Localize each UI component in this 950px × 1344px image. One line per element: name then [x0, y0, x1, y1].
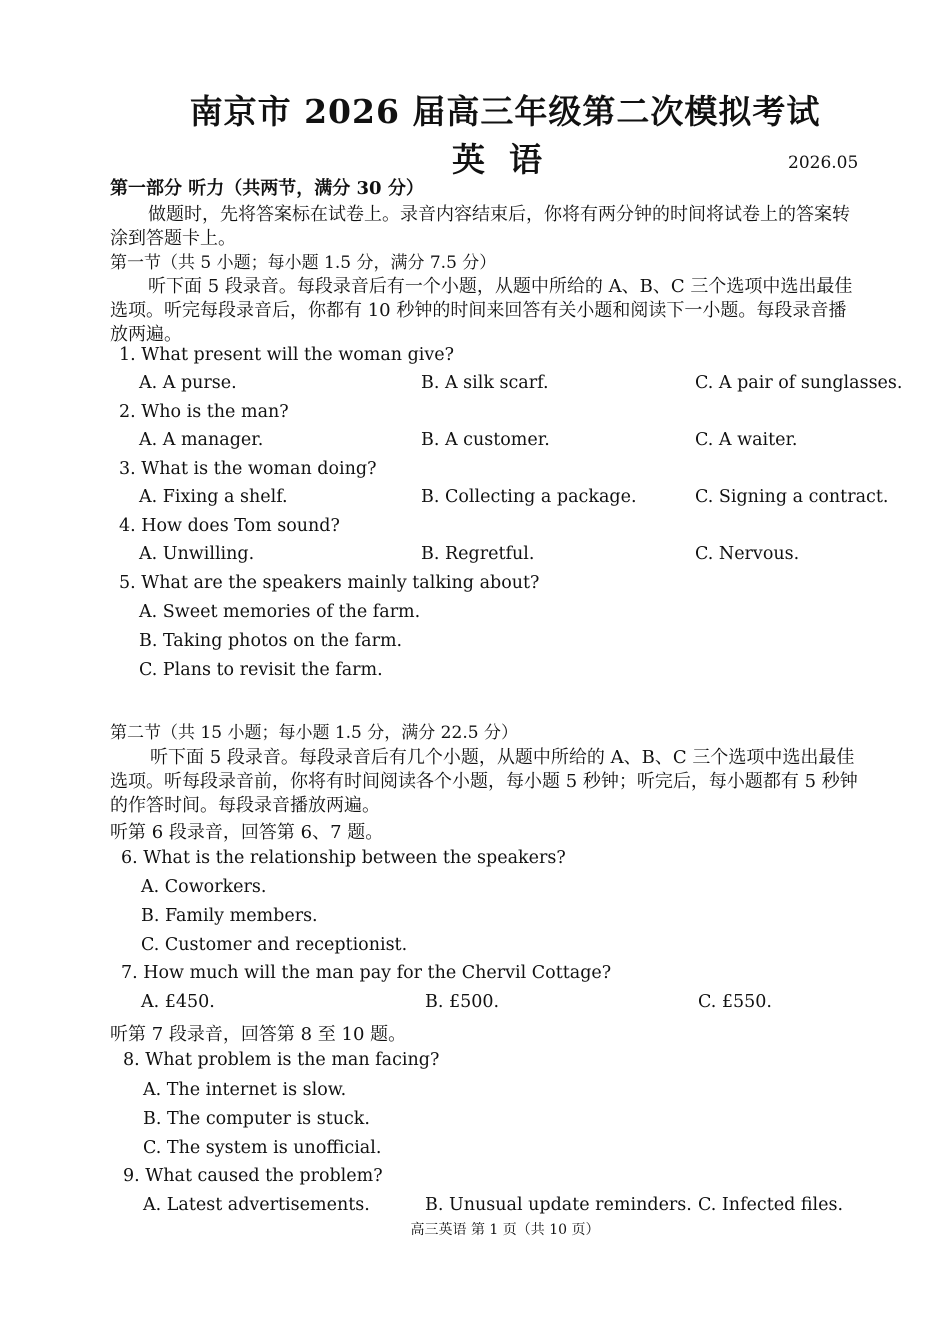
exam-date: 2026.05 — [788, 153, 859, 173]
section1-instruction-line: 选项。听完每段录音后，你都有 10 秒钟的时间来回答有关小题和阅读下一小题。每段录音播 — [110, 300, 847, 321]
part1-intro-line: 做题时，先将答案标在试卷上。录音内容结束后，你将有两分钟的时间将试卷上的答案转 — [148, 204, 850, 225]
question-7: 7. How much will the man pay for the Chervil Cottage? — [121, 963, 612, 983]
q2-option-c: C. A waiter. — [695, 430, 798, 450]
section1-instruction-line: 听下面 5 段录音。每段录音后有一个小题，从题中所给的 A、B、C 三个选项中选出最佳 — [148, 276, 853, 297]
q6-option-b: B. Family members. — [141, 906, 318, 926]
q9-option-c: C. Infected files. — [698, 1195, 844, 1215]
q1-option-b: B. A silk scarf. — [421, 373, 549, 393]
part1-intro-line: 涂到答题卡上。 — [110, 228, 236, 249]
audio-group-6-label: 听第 6 段录音，回答第 6、7 题。 — [110, 822, 384, 843]
question-1: 1. What present will the woman give? — [119, 345, 455, 365]
q9-option-b: B. Unusual update reminders. — [425, 1195, 692, 1215]
part1-heading: 第一部分 听力（共两节，满分 30 分） — [110, 178, 424, 199]
page-footer: 高三英语 第 1 页（共 10 页） — [410, 1222, 600, 1238]
q4-option-c: C. Nervous. — [695, 544, 800, 564]
q1-option-a: A. A purse. — [139, 373, 237, 393]
q7-option-b: B. £500. — [425, 992, 500, 1012]
q4-option-a: A. Unwilling. — [139, 544, 255, 564]
section2-instruction-line: 选项。听每段录音前，你将有时间阅读各个小题，每小题 5 秒钟；听完后，每小题都有 5 秒钟 — [110, 771, 858, 792]
q1-option-c: C. A pair of sunglasses. — [695, 373, 903, 393]
question-3: 3. What is the woman doing? — [119, 459, 377, 479]
question-6: 6. What is the relationship between the speakers? — [121, 848, 566, 868]
section1-heading: 第一节（共 5 小题；每小题 1.5 分，满分 7.5 分） — [110, 253, 497, 273]
q8-option-c: C. The system is unofficial. — [143, 1138, 382, 1158]
exam-title: 南京市 2026 届高三年级第二次模拟考试 — [189, 92, 821, 131]
question-4: 4. How does Tom sound? — [119, 516, 340, 536]
q5-option-a: A. Sweet memories of the farm. — [139, 602, 421, 622]
q3-option-a: A. Fixing a shelf. — [139, 487, 288, 507]
q2-option-b: B. A customer. — [421, 430, 550, 450]
q5-option-c: C. Plans to revisit the farm. — [139, 660, 383, 680]
q6-option-a: A. Coworkers. — [141, 877, 267, 897]
question-8: 8. What problem is the man facing? — [123, 1050, 440, 1070]
q9-option-a: A. Latest advertisements. — [143, 1195, 370, 1215]
q4-option-b: B. Regretful. — [421, 544, 535, 564]
section2-heading: 第二节（共 15 小题；每小题 1.5 分，满分 22.5 分） — [110, 723, 518, 743]
q3-option-b: B. Collecting a package. — [421, 487, 637, 507]
q2-option-a: A. A manager. — [139, 430, 264, 450]
question-2: 2. Who is the man? — [119, 402, 289, 422]
q5-option-b: B. Taking photos on the farm. — [139, 631, 403, 651]
q3-option-c: C. Signing a contract. — [695, 487, 889, 507]
q7-option-a: A. £450. — [141, 992, 215, 1012]
section2-instruction-line: 听下面 5 段录音。每段录音后有几个小题，从题中所给的 A、B、C 三个选项中选出最佳 — [150, 747, 855, 768]
q7-option-c: C. £550. — [698, 992, 772, 1012]
section1-instruction-line: 放两遍。 — [110, 324, 182, 345]
q8-option-b: B. The computer is stuck. — [143, 1109, 370, 1129]
subject-title: 英语 — [452, 140, 566, 179]
section2-instruction-line: 的作答时间。每段录音播放两遍。 — [110, 795, 380, 816]
audio-group-7-label: 听第 7 段录音，回答第 8 至 10 题。 — [110, 1024, 407, 1045]
q6-option-c: C. Customer and receptionist. — [141, 935, 408, 955]
question-5: 5. What are the speakers mainly talking about? — [119, 573, 540, 593]
q8-option-a: A. The internet is slow. — [143, 1080, 347, 1100]
question-9: 9. What caused the problem? — [123, 1166, 383, 1186]
